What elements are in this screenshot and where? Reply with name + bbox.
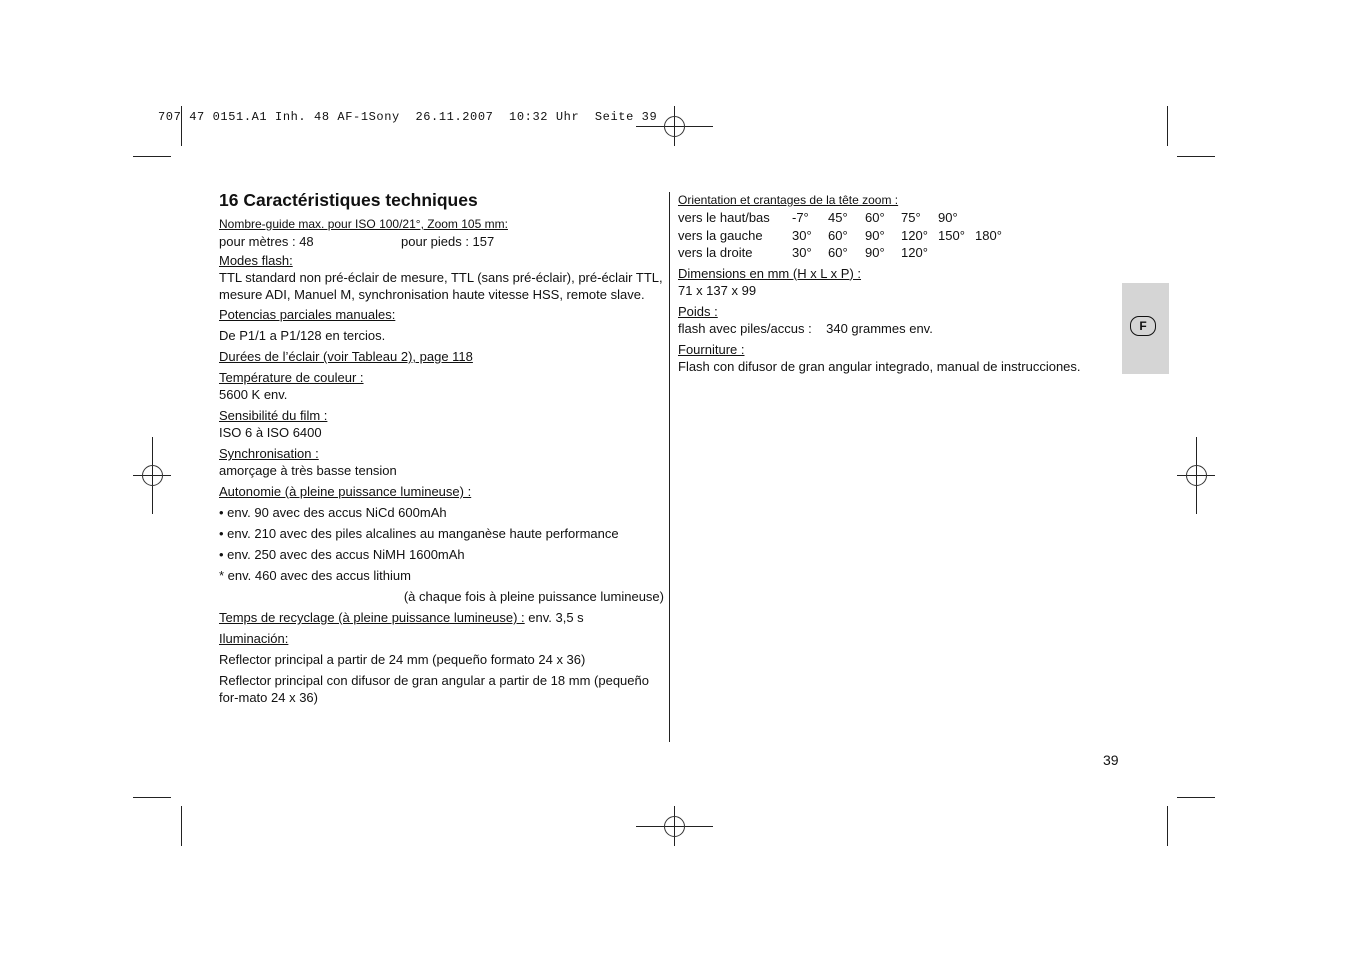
autonomy-item: • env. 210 avec des piles alcalines au manganèse haute performance bbox=[219, 526, 619, 541]
zoom-angle bbox=[938, 244, 975, 262]
zoom-angle: 90° bbox=[865, 227, 885, 243]
supply-text: Flash con difusor de gran angular integrado, manual de instrucciones. bbox=[678, 358, 1081, 374]
sync-label: Synchronisation : bbox=[219, 446, 319, 461]
zoom-angle: 60° bbox=[828, 227, 848, 243]
zoom-row-label: vers le haut/bas bbox=[678, 210, 770, 226]
guide-number-meters: pour mètres : 48 bbox=[219, 234, 314, 249]
illumination-label: Iluminación: bbox=[219, 631, 289, 646]
recycle-line bbox=[219, 609, 664, 626]
modes-text: TTL standard non pré-éclair de mesure, TTL (sans pré-éclair), pré-éclair TTL, mesure ADI, Manuel M, synchronisation haute vitesse HSS, remote slave. bbox=[219, 270, 663, 302]
partial-power-label: Potencias parciales manuales: bbox=[219, 307, 396, 322]
zoom-row bbox=[678, 209, 1012, 227]
guide-number-label: Nombre-guide max. pour ISO 100/21°, Zoom 105 mm: bbox=[219, 217, 508, 231]
zoom-angle: 90° bbox=[938, 210, 958, 226]
guide-number-values bbox=[219, 233, 664, 250]
page-number: 39 bbox=[1103, 752, 1119, 768]
crop-mark-bottom-right-h bbox=[1177, 797, 1215, 798]
zoom-angle: 60° bbox=[828, 245, 848, 261]
dimensions-label: Dimensions en mm (H x L x P) : bbox=[678, 265, 862, 281]
partial-power-text: De P1/1 a P1/128 en tercios. bbox=[219, 328, 386, 343]
crop-mark-top-right-v bbox=[1167, 106, 1168, 146]
film-speed-label: Sensibilité du film : bbox=[219, 408, 328, 423]
supply-label: Fourniture : bbox=[678, 341, 745, 357]
crop-mark-top-right-h bbox=[1177, 156, 1215, 157]
color-temperature-text: 5600 K env. bbox=[219, 387, 288, 402]
autonomy-label: Autonomie (à pleine puissance lumineuse) : bbox=[219, 484, 472, 499]
crop-mark-bottom-left-h bbox=[133, 797, 171, 798]
registration-mark-left bbox=[133, 437, 171, 514]
zoom-orientation-label: Orientation et crantages de la tête zoom : bbox=[678, 193, 899, 207]
sync-text: amorçage à très basse tension bbox=[219, 463, 397, 478]
zoom-angle: 75° bbox=[901, 210, 921, 226]
guide-number-feet: pour pieds : 157 bbox=[401, 234, 495, 249]
zoom-angle: 45° bbox=[828, 210, 848, 226]
autonomy-item: * env. 460 avec des accus lithium bbox=[219, 568, 411, 583]
zoom-angle: 180° bbox=[975, 227, 1002, 243]
zoom-angle bbox=[975, 244, 1012, 262]
zoom-angle: 120° bbox=[901, 227, 928, 243]
recycle-text: env. 3,5 s bbox=[524, 610, 584, 625]
illumination-item: Reflector principal a partir de 24 mm (pequeño formato 24 x 36) bbox=[219, 652, 586, 667]
zoom-angle: 90° bbox=[865, 245, 885, 261]
autonomy-item: • env. 90 avec des accus NiCd 600mAh bbox=[219, 505, 447, 520]
weight-text: flash avec piles/accus : 340 grammes env. bbox=[678, 320, 933, 336]
section-heading: 16 Caractéristiques techniques bbox=[219, 190, 478, 210]
autonomy-item: • env. 250 avec des accus NiMH 1600mAh bbox=[219, 547, 465, 562]
color-temperature-label: Température de couleur : bbox=[219, 370, 364, 385]
zoom-row-label: vers la droite bbox=[678, 245, 753, 261]
registration-mark-right bbox=[1177, 437, 1215, 514]
language-tab-letter: F bbox=[1130, 316, 1156, 336]
right-column bbox=[678, 192, 1098, 375]
dimensions-text: 71 x 137 x 99 bbox=[678, 282, 757, 298]
zoom-row bbox=[678, 227, 1012, 245]
film-speed-text: ISO 6 à ISO 6400 bbox=[219, 425, 322, 440]
illumination-item: Reflector principal con difusor de gran angular a partir de 18 mm (pequeño for-mato 24 x 36) bbox=[219, 673, 649, 705]
language-tab bbox=[1122, 283, 1169, 374]
zoom-angle: 120° bbox=[901, 245, 928, 261]
crop-mark-bottom-right-v bbox=[1167, 806, 1168, 846]
column-divider bbox=[669, 192, 670, 742]
weight-label: Poids : bbox=[678, 303, 718, 319]
zoom-angle: 150° bbox=[938, 227, 965, 243]
autonomy-note: (à chaque fois à pleine puissance lumineuse) bbox=[403, 589, 664, 604]
zoom-angle: -7° bbox=[792, 210, 809, 226]
recycle-label: Temps de recyclage (à pleine puissance lumineuse) : bbox=[219, 610, 525, 625]
print-slug-line: 707 47 0151.A1 Inh. 48 AF-1Sony 26.11.2007 10:32 Uhr Seite 39 bbox=[158, 110, 658, 124]
crop-mark-top-left-h bbox=[133, 156, 171, 157]
left-column bbox=[219, 192, 664, 706]
zoom-row bbox=[678, 244, 1012, 262]
crop-mark-bottom-left-v bbox=[181, 806, 182, 846]
zoom-angle: 60° bbox=[865, 210, 885, 226]
flash-durations-label: Durées de l’éclair (voir Tableau 2), page 118 bbox=[219, 349, 473, 364]
zoom-angle bbox=[975, 209, 1012, 227]
zoom-orientation-table bbox=[678, 209, 1012, 262]
zoom-angle: 30° bbox=[792, 245, 812, 261]
zoom-angle: 30° bbox=[792, 227, 812, 243]
zoom-row-label: vers la gauche bbox=[678, 227, 763, 243]
modes-label: Modes flash: bbox=[219, 253, 293, 268]
registration-mark-bottom bbox=[636, 806, 713, 846]
